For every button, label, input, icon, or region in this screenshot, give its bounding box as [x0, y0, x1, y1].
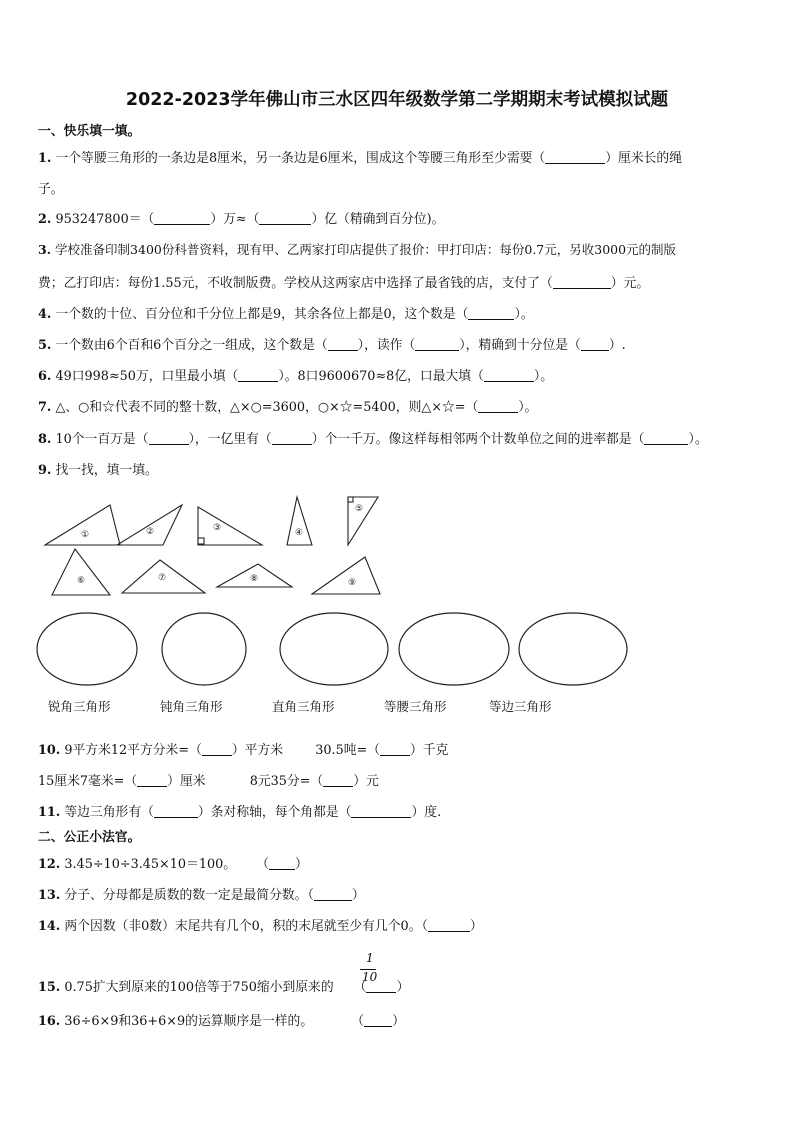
question-text: 分子、分母都是质数的数一定是最简分数。（ [64, 888, 314, 903]
question-1-cont: 子。 [38, 182, 64, 197]
question-text: △、○和☆代表不同的整十数，△×○=3600，○×☆=5400，则△×☆=（ [55, 400, 479, 415]
triangle-label: ② [145, 527, 155, 537]
question-text: ） [351, 888, 365, 903]
question-text: 0.75扩大到原来的100倍等于750缩小到原来的 [64, 980, 334, 995]
question-number: 11. [38, 805, 61, 820]
question-text: ），读作（ [357, 338, 416, 353]
question-number: 9. [38, 463, 52, 478]
question-15 [38, 976, 409, 995]
question-number: 6. [38, 369, 52, 384]
question-text: 953247800＝（ [55, 212, 155, 227]
category-label-equilateral: 等边三角形 [489, 699, 552, 714]
triangle-label: ③ [212, 523, 222, 533]
answer-blank[interactable] [314, 888, 352, 901]
category-oval-isosceles [399, 613, 509, 685]
question-text: ） [392, 1014, 405, 1029]
triangle-label: ⑦ [157, 573, 167, 583]
section-heading-1: 一、快乐填一填。 [38, 124, 141, 139]
question-text: 3.45÷10÷3.45×10＝100。 [64, 857, 237, 872]
answer-blank[interactable] [269, 857, 295, 870]
question-text: 49口998≈50万，口里最小填（ [55, 369, 239, 384]
category-oval-obtuse [162, 613, 246, 685]
question-text: ）. [608, 338, 626, 353]
question-number: 7. [38, 400, 52, 415]
question-text: ） [469, 919, 483, 934]
question-text: 学校准备印制3400份科普资料，现有甲、乙两家打印店提供了报价：甲打印店：每份0.7元，另收3000元的制版 [55, 242, 677, 257]
question-text: ）亿（精确到百分位)。 [311, 212, 445, 227]
triangle-label: ⑤ [354, 504, 364, 514]
answer-blank[interactable] [380, 743, 410, 756]
right-angle-mark [198, 538, 204, 544]
page-title: 2022-2023学年佛山市三水区四年级数学第二学期期末考试模拟试题 [125, 90, 669, 110]
triangle-label: ⑧ [249, 574, 259, 584]
question-text: ）。 [518, 400, 538, 415]
right-angle-mark [348, 497, 353, 502]
section-heading-2: 二、公正小法官。 [38, 830, 141, 845]
question-number: 13. [38, 888, 61, 903]
triangle-label: ① [80, 530, 90, 540]
question-text: （ [351, 1014, 365, 1029]
triangle-label: ④ [294, 528, 304, 538]
question-text: ）条对称轴，每个角都是（ [197, 805, 352, 820]
category-oval-acute [37, 613, 137, 685]
question-number: 4. [38, 307, 52, 322]
question-14 [38, 915, 483, 934]
question-text: ）千克 [410, 743, 449, 758]
triangle-6 [52, 549, 110, 595]
question-text: ）平方米 [231, 743, 284, 758]
question-number: 15. [38, 980, 61, 995]
question-text: ）元 [353, 774, 379, 789]
question-number: 1. [38, 151, 52, 166]
category-label-obtuse: 钝角三角形 [160, 699, 223, 714]
answer-blank[interactable] [428, 919, 470, 932]
question-text: 费；乙打印店：每份1.55元，不收制版费。学校从这两家店中选择了最省钱的店，支付了（ [38, 276, 553, 291]
question-text: 30.5吨=（ [315, 743, 381, 758]
fraction-denominator: 10 [362, 970, 378, 984]
question-text: ） [396, 980, 410, 995]
question-text: 9平方米12平方分米=（ [64, 743, 202, 758]
answer-blank[interactable] [154, 805, 198, 818]
triangle-2 [117, 505, 182, 545]
answer-blank[interactable] [202, 743, 232, 756]
question-text: ）个一千万。像这样每相邻两个计数单位之间的进率都是（ [311, 432, 645, 447]
question-text: ）厘米长的绳 [605, 151, 682, 166]
answer-blank[interactable] [323, 774, 353, 787]
question-text: （ [353, 980, 367, 995]
fraction-one-tenth [360, 951, 380, 987]
question-text: ）万≈（ [210, 212, 260, 227]
question-number: 5. [38, 338, 52, 353]
question-text: 两个因数（非0数）末尾共有几个0，积的末尾就至少有几个0。（ [64, 919, 428, 934]
question-number: 8. [38, 432, 52, 447]
question-text: 找一找，填一填。 [55, 463, 158, 478]
triangle-3 [198, 507, 262, 545]
question-text: ）。 [533, 369, 554, 384]
question-text: 8元35分=（ [249, 774, 324, 789]
question-number: 14. [38, 919, 61, 934]
question-text: 10个一百万是（ [55, 432, 149, 447]
question-text: ），一亿里有（ [188, 432, 272, 447]
question-text: 一个数的十位、百分位和千分位上都是9，其余各位上都是0，这个数是（ [55, 307, 469, 322]
triangle-label: ⑨ [347, 578, 357, 588]
category-label-right: 直角三角形 [272, 699, 335, 714]
question-16 [38, 1010, 405, 1029]
answer-blank[interactable] [137, 774, 167, 787]
triangle-label: ⑥ [76, 576, 86, 586]
answer-blank[interactable] [351, 805, 411, 818]
fraction-numerator: 1 [366, 951, 374, 965]
question-10-cont [38, 770, 379, 789]
question-number: 3. [38, 242, 52, 257]
question-number: 2. [38, 212, 52, 227]
question-12 [38, 853, 308, 872]
question-number: 12. [38, 857, 61, 872]
question-10 [38, 739, 448, 758]
category-label-acute: 锐角三角形 [48, 699, 111, 714]
question-text: ）。8口9600670≈8亿，口最大填（ [278, 369, 484, 384]
question-number: 10. [38, 743, 61, 758]
question-text: ），精确到十分位是（ [459, 338, 581, 353]
category-oval-equilateral [519, 613, 627, 685]
question-text: （ [256, 857, 270, 872]
question-text: 等边三角形有（ [64, 805, 154, 820]
question-text: 36÷6×9和36+6×9的运算顺序是一样的。 [64, 1014, 314, 1029]
question-text: ） [295, 857, 308, 872]
question-text: ）。 [514, 307, 534, 322]
question-text: ）度. [411, 805, 442, 820]
question-text: 一个数由6个百和6个百分之一组成，这个数是（ [55, 338, 328, 353]
triangle-9 [312, 557, 380, 594]
question-13 [38, 884, 365, 903]
question-text: ）。 [688, 432, 708, 447]
question-number: 16. [38, 1014, 61, 1029]
question-text: ）元。 [610, 276, 650, 291]
question-text: 15厘米7毫米=（ [38, 774, 138, 789]
question-text: ）厘米 [167, 774, 206, 789]
question-text: 一个等腰三角形的一条边是8厘米，另一条边是6厘米，围成这个等腰三角形至少需要（ [55, 151, 546, 166]
category-label-isosceles: 等腰三角形 [384, 699, 447, 714]
question-11 [38, 801, 441, 820]
category-oval-right [280, 613, 388, 685]
answer-blank[interactable] [364, 1014, 392, 1027]
